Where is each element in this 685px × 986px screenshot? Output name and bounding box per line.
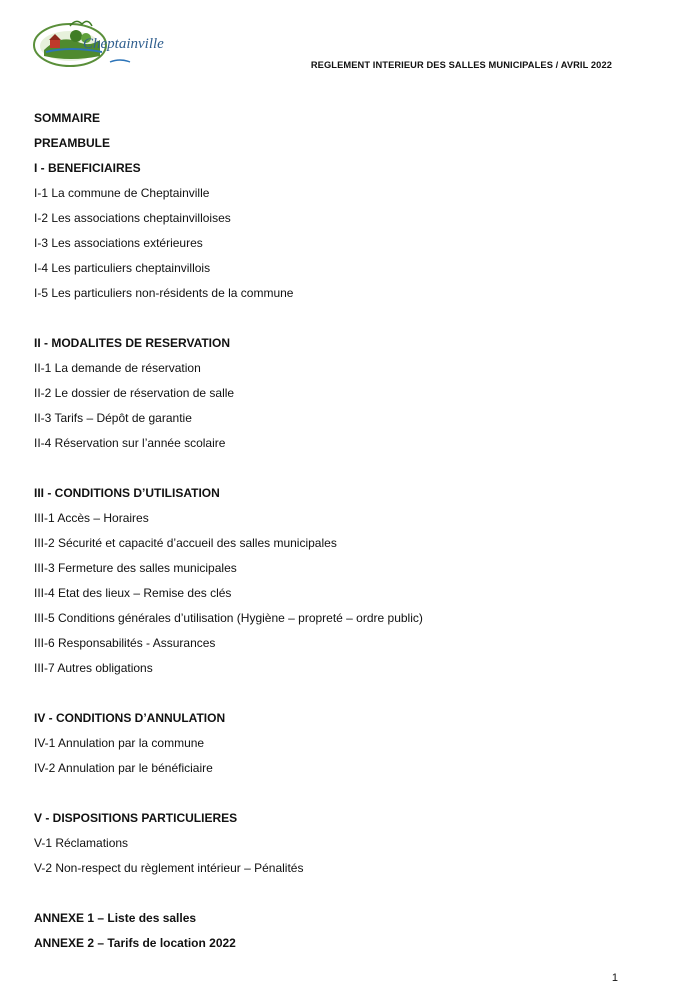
- cheptainville-logo: [30, 12, 165, 72]
- toc-entry: II-4 Réservation sur l’année scolaire: [34, 436, 226, 450]
- toc-heading: ANNEXE 2 – Tarifs de location 2022: [34, 936, 236, 950]
- toc-heading: SOMMAIRE: [34, 111, 100, 125]
- toc-entry: I-4 Les particuliers cheptainvillois: [34, 261, 211, 275]
- toc-heading: ANNEXE 1 – Liste des salles: [34, 911, 197, 925]
- toc-entry: I-1 La commune de Cheptainville: [34, 186, 210, 200]
- toc-heading: V - DISPOSITIONS PARTICULIERES: [34, 811, 238, 825]
- toc-heading: III - CONDITIONS D’UTILISATION: [34, 486, 220, 500]
- toc-entry: II-2 Le dossier de réservation de salle: [34, 386, 235, 400]
- toc-entry: IV-1 Annulation par la commune: [34, 736, 205, 750]
- toc-entry: V-2 Non-respect du règlement intérieur – Pénalités: [34, 861, 304, 875]
- toc-entry: III-6 Responsabilités - Assurances: [34, 636, 216, 650]
- toc-entry: II-3 Tarifs – Dépôt de garantie: [34, 411, 192, 425]
- toc-heading: IV - CONDITIONS D’ANNULATION: [34, 711, 226, 725]
- toc-entry: IV-2 Annulation par le bénéficiaire: [34, 761, 213, 775]
- page-number: 1: [611, 972, 618, 984]
- toc-entry: III-1 Accès – Horaires: [34, 511, 149, 525]
- toc-entry: III-4 Etat des lieux – Remise des clés: [34, 586, 232, 600]
- toc-heading: PREAMBULE: [34, 136, 111, 150]
- toc-entry: I-5 Les particuliers non-résidents de la commune: [34, 286, 294, 300]
- toc-entry: III-3 Fermeture des salles municipales: [34, 561, 237, 575]
- toc-entry: II-1 La demande de réservation: [34, 361, 201, 375]
- toc-entry: I-2 Les associations cheptainvilloises: [34, 211, 231, 225]
- toc-heading: II - MODALITES DE RESERVATION: [34, 336, 231, 350]
- toc-heading: I - BENEFICIAIRES: [34, 161, 141, 175]
- table-of-contents: [34, 106, 634, 956]
- logo-text: Cheptainville: [83, 36, 164, 52]
- logo-graphic-icon: [30, 12, 165, 72]
- toc-entry: III-5 Conditions générales d’utilisation (Hygiène – propreté – ordre public): [34, 611, 423, 625]
- toc-entry: III-2 Sécurité et capacité d’accueil des salles municipales: [34, 536, 337, 550]
- toc-entry: III-7 Autres obligations: [34, 661, 153, 675]
- toc-entry: I-3 Les associations extérieures: [34, 236, 203, 250]
- document-header-title: REGLEMENT INTERIEUR DES SALLES MUNICIPALES / AVRIL 2022: [310, 60, 612, 70]
- toc-entry: V-1 Réclamations: [34, 836, 129, 850]
